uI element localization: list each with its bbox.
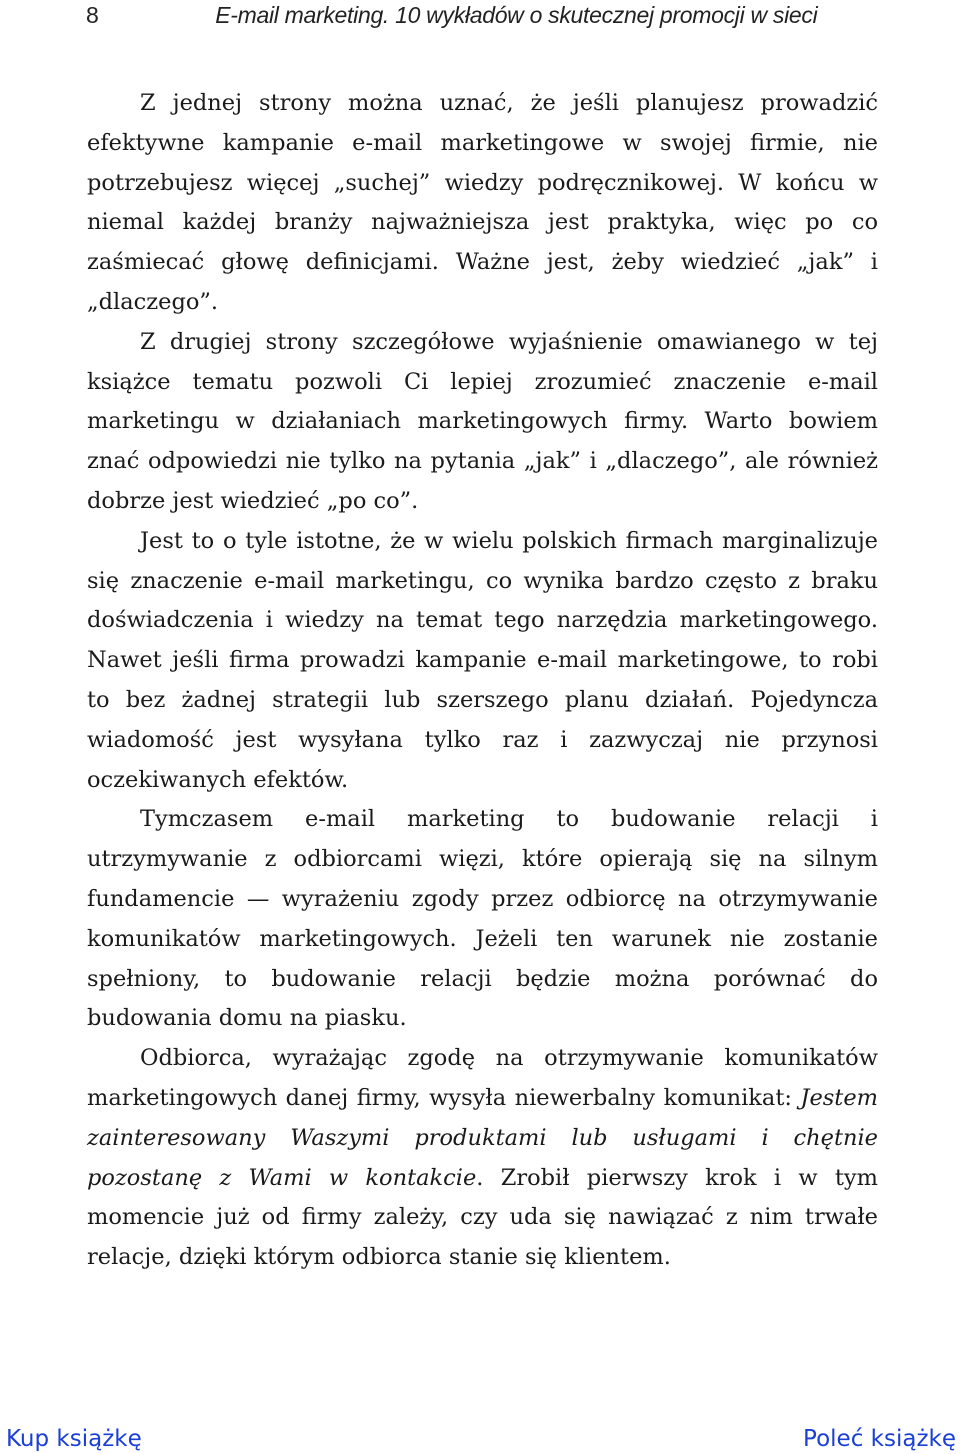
page-number: 8 <box>86 2 99 28</box>
paragraph-3: Jest to o tyle istotne, że w wielu polskich firmach marginalizuje się znaczenie e-mail marketingu, co wynika bardzo często z braku doświadczenia i wiedzy na temat tego narzędzia marketingowego. Nawet jeśli firma prowadzi kampanie e-mail marketingowe, to robi to bez żadnej strategii lub szerszego planu działań. Pojedyncza wiadomość jest wysyłana tylko raz i zazwyczaj nie przynosi oczekiwanych efektów. <box>87 527 878 793</box>
buy-book-link[interactable]: Kup książkę <box>6 1426 142 1452</box>
quoted-message: Jestem zainteresowany Waszymi produktami lub usługami i chętnie pozostanę z Wami w kontakcie <box>87 1084 878 1191</box>
page-header <box>86 2 920 36</box>
running-title: E-mail marketing. 10 wykładów o skutecznej promocji w sieci <box>215 2 818 28</box>
paragraph-2: Z drugiej strony szczegółowe wyjaśnienie omawianego w tej książce tematu pozwoli Ci lepiej zrozumieć znaczenie e-mail marketingu w działaniach marketingowych firmy. Warto bowiem znać odpowiedzi nie tylko na pytania „jak” i „dlaczego”, ale również dobrze jest wiedzieć „po co”. <box>87 328 878 514</box>
body-text <box>87 84 878 1278</box>
paragraph-4: Tymczasem e-mail marketing to budowanie relacji i utrzymywanie z odbiorcami więzi, które opierają się na silnym fundamencie — wyrażeniu zgody przez odbiorcę na otrzymywanie komunikatów marketingowych. Jeżeli ten warunek nie zostanie spełniony, to budowanie relacji będzie można porównać do budowania domu na piasku. <box>87 806 878 1032</box>
paragraph-5-rest: . Zrobił pierwszy krok i w tym momencie już od firmy zależy, czy uda się nawiązać z nim trwałe relacje, dzięki którym odbiorca stanie się klientem. <box>87 1164 878 1271</box>
recommend-book-link[interactable]: Poleć książkę <box>803 1426 956 1452</box>
paragraph-1: Z jednej strony można uznać, że jeśli planujesz prowadzić efektywne kampanie e-mail marketingowe w swojej firmie, nie potrzebujesz więcej „suchej” wiedzy podręcznikowej. W końcu w niemal każdej branży najważniejsza jest praktyka, więc po co zaśmiecać głowę definicjami. Ważne jest, żeby wiedzieć „jak” i „dlaczego”. <box>87 90 878 315</box>
paragraph-5 <box>87 1039 878 1278</box>
paragraph-5-intro: Odbiorca, wyrażając zgodę na otrzymywanie komunikatów marketingowych danej firmy, wysyła niewerbalny komunikat: <box>87 1045 878 1111</box>
